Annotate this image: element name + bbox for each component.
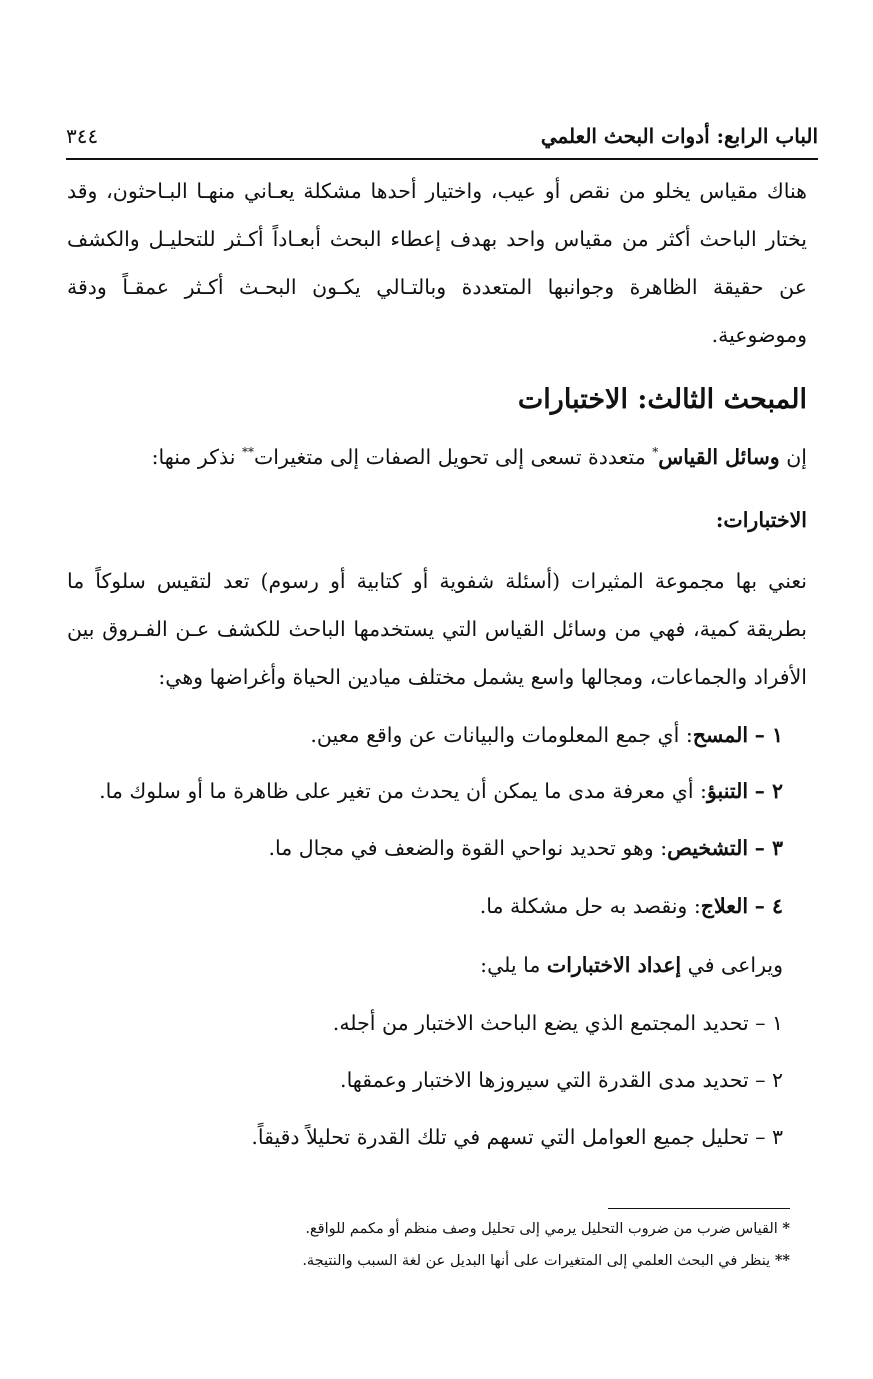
prep-before: ويراعى في xyxy=(681,953,783,977)
footnote-mark: ** xyxy=(774,1252,790,1269)
purpose-text: : وهو تحديد نواحي القوة والضعف في مجال ما. xyxy=(268,836,668,860)
means-middle: متعددة تسعى إلى تحويل الصفات إلى متغيرات xyxy=(253,445,653,469)
footnote-mark: * xyxy=(782,1220,790,1237)
footnote-mark-2: ** xyxy=(241,445,254,460)
footnote-text: ينظر في البحث العلمي إلى المتغيرات على أنها البديل عن لغة السبب والنتيجة. xyxy=(302,1253,775,1269)
tests-paragraph: نعني بها مجموعة المثيرات (أسئلة شفوية أو كتابية أو رسوم) تعد لتقيس سلوكاً ما بطريقة كمية، فهي من وسائل القياس التي يستخدمها الباحث للكشف عـن الفـروق بين الأفراد والجماعات، ومجالها واسع يشمل مختلف ميادين الحياة وأغراضها وهي: xyxy=(67,569,807,689)
footnote-mark-1: * xyxy=(652,445,659,460)
purpose-text: : أي معرفة مدى ما يمكن أن يحدث من تغير على ظاهرة ما أو سلوك ما. xyxy=(99,779,707,803)
purpose-item xyxy=(269,836,784,860)
prep-step: ١ – تحديد المجتمع الذي يضع الباحث الاختبار من أجله. xyxy=(332,1011,783,1035)
purpose-text: : أي جمع المعلومات والبيانات عن واقع معين. xyxy=(310,723,693,747)
purpose-number: ٢ – xyxy=(754,779,783,803)
prep-term: إعداد الاختبارات xyxy=(546,953,682,977)
means-before: إن xyxy=(779,445,807,469)
purpose-number: ٤ – xyxy=(754,894,783,918)
intro-paragraph: هناك مقياس يخلو من نقص أو عيب، واختيار أحدها مشكلة يعـاني منهـا البـاحثون، وقد يختار الباحث أكثر من مقياس واحد بهدف إعطاء البحث أبعـاداً أكـثر للتحليـل والكشف عن حقيقة الظاهرة وجوانبها المتعددة وبالتـالي يكـون البحـث أكـثر عمقـاً ودقة وموضوعية. xyxy=(67,179,807,347)
purpose-number: ٣ – xyxy=(754,836,783,860)
purpose-item xyxy=(99,779,783,803)
chapter-title: الباب الرابع: أدوات البحث العلمي xyxy=(540,124,818,148)
page-number: ٣٤٤ xyxy=(66,124,99,148)
means-term: وسائل القياس xyxy=(658,445,780,469)
prep-sentence xyxy=(480,953,783,977)
prep-step: ٣ – تحليل جميع العوامل التي تسهم في تلك القدرة تحليلاً دقيقاً. xyxy=(251,1125,783,1149)
purpose-term: العلاج xyxy=(700,894,749,918)
section-heading: المبحث الثالث: الاختبارات xyxy=(517,384,807,415)
prep-after: ما يلي: xyxy=(480,953,547,977)
footnote xyxy=(302,1252,790,1269)
footnote xyxy=(305,1220,790,1237)
purpose-number: ١ – xyxy=(754,723,783,747)
footnote-divider xyxy=(608,1208,790,1209)
purpose-text: : ونقصد به حل مشكلة ما. xyxy=(479,894,701,918)
prep-step: ٢ – تحديد مدى القدرة التي سيروزها الاختبار وعمقها. xyxy=(340,1068,783,1092)
purpose-term: التشخيص xyxy=(667,836,749,860)
purpose-item xyxy=(310,723,783,747)
purpose-term: التنبؤ xyxy=(706,779,749,803)
means-after: نذكر منها: xyxy=(151,445,242,469)
purpose-term: المسح xyxy=(692,723,749,747)
tests-heading: الاختبارات: xyxy=(715,508,807,532)
running-header xyxy=(66,114,818,160)
means-sentence xyxy=(152,445,807,469)
footnote-text: القياس ضرب من ضروب التحليل يرمي إلى تحليل وصف منظم أو مكمم للواقع. xyxy=(305,1221,783,1237)
purpose-item xyxy=(480,894,783,918)
